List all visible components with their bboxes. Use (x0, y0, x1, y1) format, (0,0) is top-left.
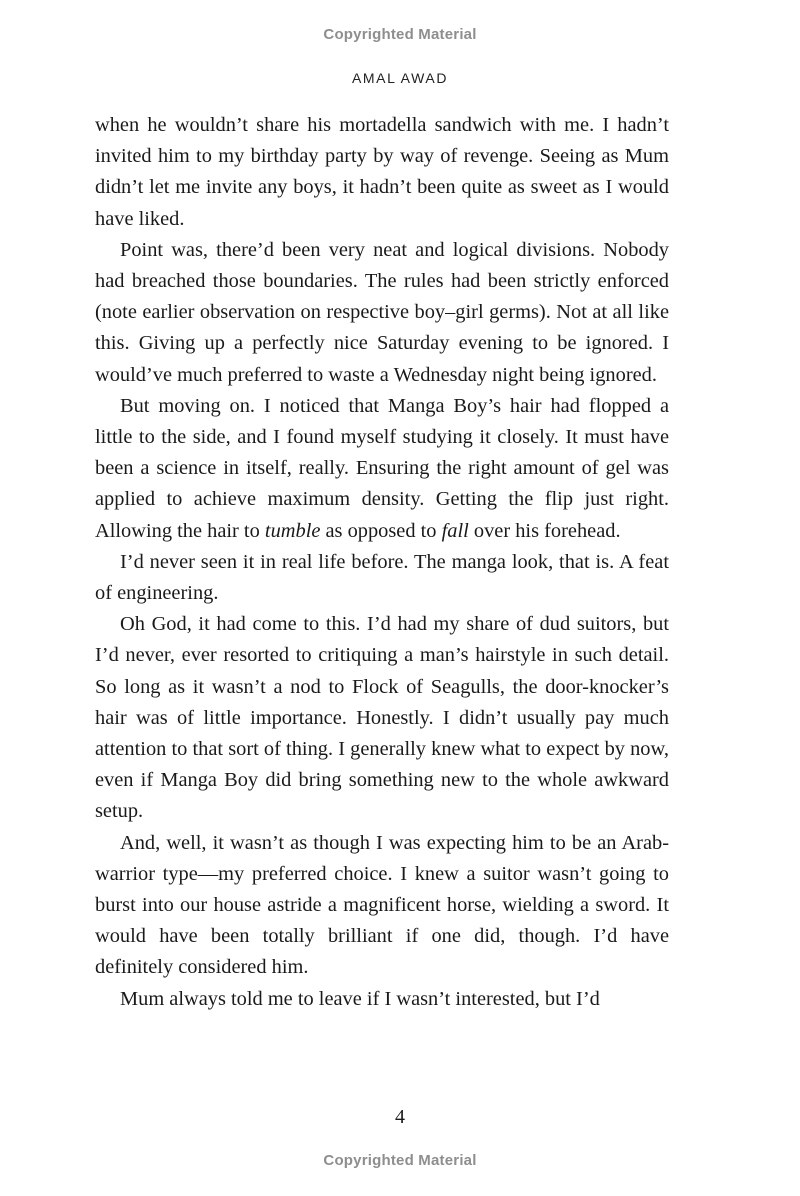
paragraph-text: But moving on. I noticed that Manga Boy’s hair had flopped a little to the side, and I found myself studying it closely. It must have been a science in itself, really. Ensuring the right amount of gel was applied to achieve maximum density. Getting the flip just right. Allowing the hair to (95, 394, 669, 542)
emphasis-tumble: tumble (264, 519, 321, 542)
paragraph-5 (95, 609, 669, 827)
paragraph-text: when he wouldn’t share his mortadella sandwich with me. I hadn’t invited him to my birthday party by way of revenge. Seeing as Mum didn’t let me invite any boys, it hadn’t been quite as sweet as I would have liked. (95, 114, 669, 230)
paragraph-4 (95, 547, 669, 609)
paragraph-text: And, well, it wasn’t as though I was expecting him to be an Arab-warrior type—my preferred choice. I knew a suitor wasn’t going to burst into our house astride a magnificent horse, wielding a sword. It would have been totally brilliant if one did, though. I’d have definitely considered him. (95, 831, 669, 979)
paragraph-text: Oh God, it had come to this. I’d had my share of dud suitors, but I’d never, ever resorted to critiquing a man’s hairstyle in such detail. So long as it wasn’t a nod to Flock of Seagulls, the door-knocker’s hair was of little importance. Honestly. I didn’t usually pay much attention to that sort of thing. I generally knew what to expect by now, even if Manga Boy did bring something new to the whole awkward setup. (95, 613, 669, 823)
body-text (95, 110, 669, 1015)
paragraph-6 (95, 828, 669, 984)
paragraph-text: Point was, there’d been very neat and logical divisions. Nobody had breached those boundaries. The rules had been strictly enforced (note earlier observation on respective boy–girl germs). Not at all like this. Giving up a perfectly nice Saturday evening to be ignored. I would’ve much preferred to waste a Wednesday night being ignored. (95, 238, 669, 386)
copyright-watermark-top: Copyrighted Material (323, 26, 477, 43)
paragraph-text: Mum always told me to leave if I wasn’t interested, but I’d (120, 987, 600, 1010)
paragraph-text: I’d never seen it in real life before. The manga look, that is. A feat of engineering. (95, 550, 669, 605)
paragraph-7 (95, 984, 669, 1015)
copyright-watermark-bottom: Copyrighted Material (323, 1152, 477, 1169)
paragraph-text: over his forehead. (468, 519, 621, 542)
page-number: 4 (395, 1106, 405, 1128)
paragraph-1 (95, 110, 669, 235)
emphasis-fall: fall (441, 519, 469, 542)
paragraph-3 (95, 391, 669, 547)
paragraph-text: as opposed to (320, 519, 442, 542)
running-head-author: AMAL AWAD (351, 70, 449, 86)
paragraph-2 (95, 235, 669, 391)
